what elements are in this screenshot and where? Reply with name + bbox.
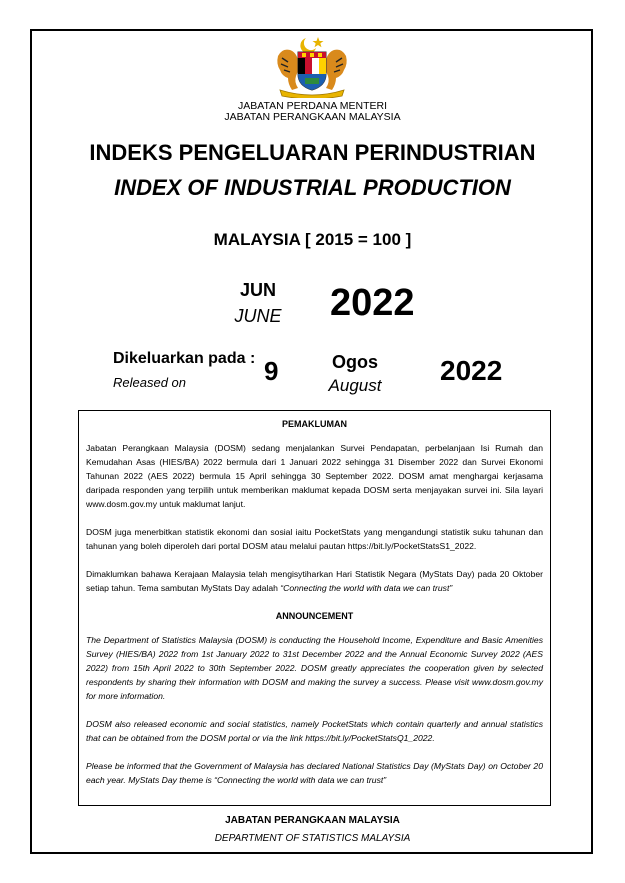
release-month-malay: Ogos — [331, 352, 378, 372]
mystats-theme: “Connecting the world with data we can trust” — [280, 583, 453, 593]
notice-english-paragraph-1: The Department of Statistics Malaysia (DOSM) is conducting the Household Income, Expenditure and Basic Amenities Survey (HIES/BA) 2022 from 1st January 2022 to 31st December 2022 and the Annual Economic Survey 2022 (AES 2022) from 15th April 2022 to 30th September 2022. DOSM greatly appreciates the cooperation given by selected respondents by sharing their information with DOSM and making the survey a success. Please visit www.dosm.gov.my for more information. — [86, 635, 543, 701]
notice-malay-paragraph-2: DOSM juga menerbitkan statistik ekonomi dan sosial iaitu PocketStats yang mengandungi statistik suku tahunan dan tahunan yang boleh diperoleh dari portal DOSM atau melalui pautan https://bit.ly/PocketStatsS1_2022. — [86, 527, 543, 551]
release-year: 2022 — [440, 355, 503, 386]
coat-of-arms-icon — [272, 34, 352, 98]
release-month-english: August — [328, 376, 382, 395]
title-malay: INDEKS PENGELUARAN PERINDUSTRIAN — [89, 140, 536, 165]
reference-month-english: JUNE — [234, 306, 282, 326]
notice-malay-paragraph-3-text: Dimaklumkan bahawa Kerajaan Malaysia telah mengisytiharkan Hari Statistik Negara (MyStats Day) pada 20 Oktober setiap tahun. Tema sambutan MyStats Day adalah — [86, 569, 543, 593]
notice-english-paragraph-3: Please be informed that the Government of Malaysia has declared National Statistics Day (MyStats Day) on October 20 each year. MyStats Day theme is “Connecting the world with data we can trust” — [86, 761, 543, 785]
reference-month-malay: JUN — [239, 280, 276, 300]
notice-malay-paragraph-3 — [86, 567, 543, 595]
notice-english-paragraph-2: DOSM also released economic and social statistics, namely PocketStats which contain quarterly and annual statistics that can be obtained from the DOSM portal or via the link https://bit.ly/PocketStatsQ1_2022. — [86, 719, 543, 743]
footer-malay: JABATAN PERANGKAAN MALAYSIA — [225, 815, 400, 826]
notice-box — [78, 410, 551, 806]
reference-year: 2022 — [330, 282, 415, 324]
notice-english — [86, 609, 543, 787]
footer-english: DEPARTMENT OF STATISTICS MALAYSIA — [214, 833, 411, 844]
agency-line-statistics: JABATAN PERANGKAAN MALAYSIA — [224, 111, 401, 123]
release-label-english: Released on — [113, 375, 186, 390]
agency-line-prime-minister: JABATAN PERDANA MENTERI — [238, 100, 387, 112]
notice-malay — [86, 417, 543, 595]
release-label-malay: Dikeluarkan pada : — [113, 350, 256, 367]
title-english: INDEX OF INDUSTRIAL PRODUCTION — [114, 175, 511, 200]
notice-heading-malay: PEMAKLUMAN — [282, 419, 347, 429]
notice-malay-paragraph-1: Jabatan Perangkaan Malaysia (DOSM) sedang menjalankan Survei Pendapatan, perbelanjaan Isi Rumah dan Kemudahan Asas (HIES/BA) 2022 bermula dari 1 Januari 2022 sehingga 31 Disember 2022 dan Survei Ekonomi Tahunan 2022 (AES 2022) bermula 15 April sehingga 30 September 2022. DOSM amat menghargai kerjasama daripada responden yang terpilih untuk memberikan maklumat kepada DOSM serta menjayakan survei ini. Sila layari www.dosm.gov.my untuk maklumat lanjut. — [86, 443, 543, 509]
notice-heading-english: ANNOUNCEMENT — [275, 611, 354, 621]
base-year: MALAYSIA [ 2015 = 100 ] — [213, 230, 412, 249]
release-day: 9 — [264, 356, 279, 386]
